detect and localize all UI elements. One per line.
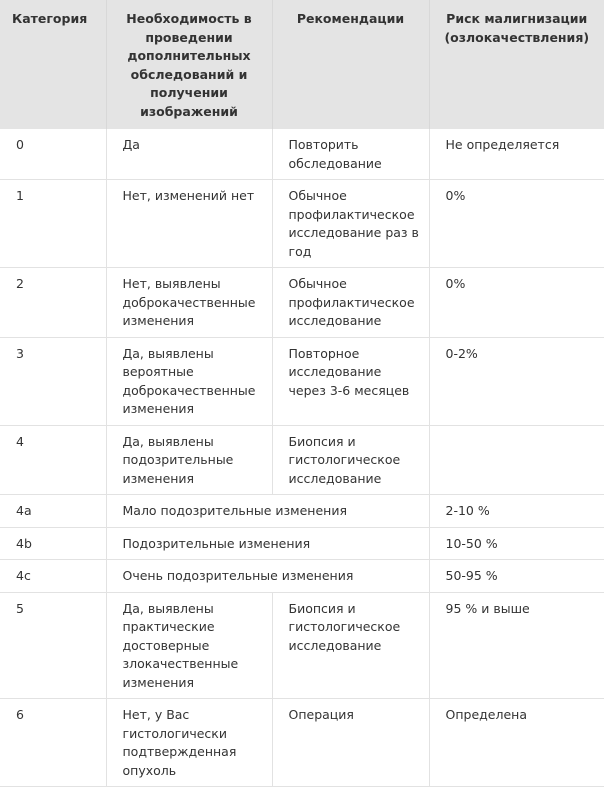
table-row [0, 592, 604, 699]
cell-recommendation: Операция [272, 699, 429, 787]
cell-recommendation: Повторить обследование [272, 129, 429, 180]
table-row [0, 560, 604, 593]
cell-combined-description: Мало подозрительные изменения [106, 495, 429, 528]
header-row [0, 0, 604, 129]
cell-recommendation: Биопсия и гистологическое исследование [272, 425, 429, 495]
cell-combined-description: Очень подозрительные изменения [106, 560, 429, 593]
cell-necessity: Нет, у Вас гистологически подтвержденная опухоль [106, 699, 272, 787]
table-row [0, 337, 604, 425]
cell-category: 4 [0, 425, 106, 495]
cell-category: 6 [0, 699, 106, 787]
cell-risk: 0-2% [429, 337, 604, 425]
cell-recommendation: Обычное профилактическое исследование [272, 268, 429, 338]
cell-recommendation: Повторное исследование через 3-6 месяцев [272, 337, 429, 425]
cell-risk: 0% [429, 180, 604, 268]
table-row [0, 425, 604, 495]
table-row [0, 180, 604, 268]
cell-necessity: Нет, изменений нет [106, 180, 272, 268]
header-risk: Риск малигнизации (озлокачествления) [429, 0, 604, 129]
cell-category: 4c [0, 560, 106, 593]
cell-necessity: Да, выявлены практические достоверные злокачественные изменения [106, 592, 272, 699]
cell-risk: 10-50 % [429, 527, 604, 560]
cell-risk [429, 425, 604, 495]
cell-necessity: Да [106, 129, 272, 180]
cell-necessity: Нет, выявлены доброкачественные изменения [106, 268, 272, 338]
cell-necessity: Да, выявлены вероятные доброкачественные изменения [106, 337, 272, 425]
cell-combined-description: Подозрительные изменения [106, 527, 429, 560]
cell-risk: 0% [429, 268, 604, 338]
cell-category: 5 [0, 592, 106, 699]
cell-risk: Определена [429, 699, 604, 787]
cell-risk: Не определяется [429, 129, 604, 180]
cell-category: 0 [0, 129, 106, 180]
cell-category: 1 [0, 180, 106, 268]
cell-necessity: Да, выявлены подозрительные изменения [106, 425, 272, 495]
cell-category: 2 [0, 268, 106, 338]
table-row [0, 699, 604, 787]
header-recommendations: Рекомендации [272, 0, 429, 129]
table-row [0, 495, 604, 528]
cell-category: 4a [0, 495, 106, 528]
cell-risk: 50-95 % [429, 560, 604, 593]
cell-recommendation: Обычное профилактическое исследование раз в год [272, 180, 429, 268]
cell-category: 4b [0, 527, 106, 560]
cell-recommendation: Биопсия и гистологическое исследование [272, 592, 429, 699]
table-row [0, 527, 604, 560]
table-row [0, 268, 604, 338]
header-necessity: Необходимость в проведении дополнительных обследований и получении изображений [106, 0, 272, 129]
cell-category: 3 [0, 337, 106, 425]
cell-risk: 95 % и выше [429, 592, 604, 699]
header-category: Категория [0, 0, 106, 129]
cell-risk: 2-10 % [429, 495, 604, 528]
table-row [0, 129, 604, 180]
